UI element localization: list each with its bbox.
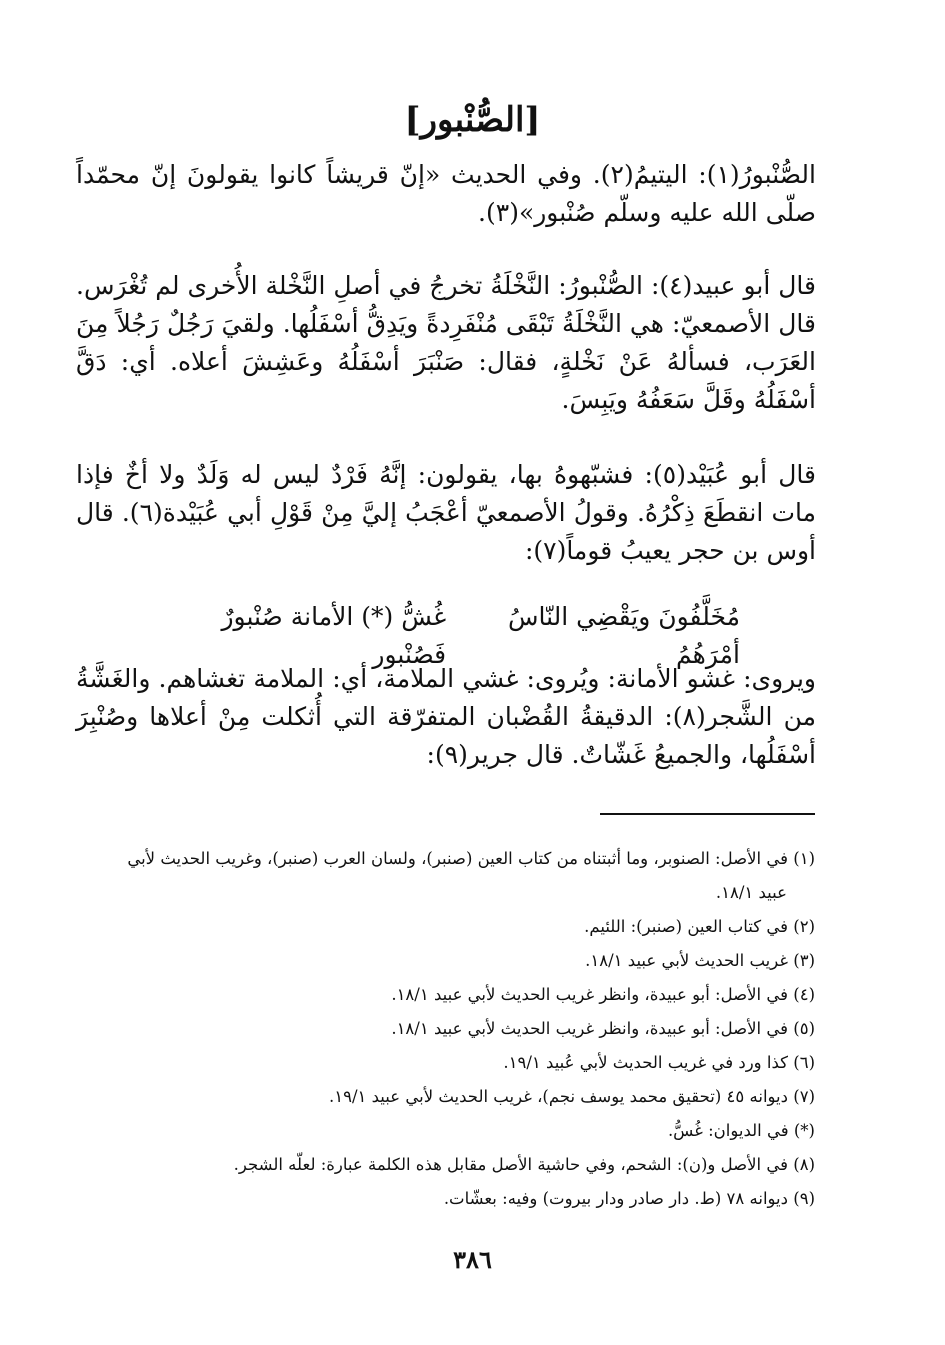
page-number: ٣٨٦ <box>453 1245 492 1274</box>
paragraph-variants: ويروى: غشو الأمانة: ويُروى: غشي الملامة، أي: الملامة تغشاهم. والغَشَّةُ من الشَّجر(٨): الدقيقةُ القُضْبان المتفرّقة التي أُثكلت مِنْ أعلاها وصُنْبِرَ أسْفَلُها، والجميعُ غَشّاتٌ. قال جرير(٩): <box>76 664 816 769</box>
entry-title: [الصُّنْبور] <box>404 100 541 140</box>
footnote-5: (٥) في الأصل: أبو عبيدة، وانظر غريب الحديث لأبي عبيد ١٨/١. <box>391 1019 815 1038</box>
footnote-4: (٤) في الأصل: أبو عبيدة، وانظر غريب الحديث لأبي عبيد ١٨/١. <box>391 985 815 1004</box>
paragraph-abu-ubaid: قال أبو عبيد(٤): الصُّنْبورُ: النَّخْلَةُ تخرجُ في أصلِ النَّخْلة الأُخرى لم تُغْرَس. قال الأصمعيّ: هي النَّخْلَةُ تَبْقَى مُنْفَرِدةً ويَدِقُّ أسْفَلُها. ولقيَ رَجُلٌ رَجُلاً مِنَ العَرَب، فسألهُ عَنْ نَخْلةٍ، فقال: صَنْبَرَ أسْفَلُهُ وعَشِشَ أعلاه. أي: دَقَّ أسْفَلُهُ وقَلَّ سَعَفُهُ ويَبِسَ. <box>76 271 817 414</box>
footnote-1: (١) في الأصل: الصنوبر، وما أثبتناه من كتاب العين (صنبر)، ولسان العرب (صنبر)، وغريب الحديث لأبي <box>127 849 815 868</box>
footnote-1-continued: عبيد ١٨/١. <box>715 883 787 902</box>
paragraph-abu-ubayd: قال أبو عُبَيْد(٥): فشبّهوهُ بها، يقولون: إنَّهُ فَرْدٌ ليس له وَلَدٌ ولا أخٌ فإذا مات انقطَعَ ذِكْرُهُ. وقولُ الأصمعيّ أعْجَبُ إليَّ مِنْ قَوْلِ أبي عُبَيْدة(٦). قال أوس بن حجر يعيبُ قوماً(٧): <box>76 460 817 565</box>
paragraph-definition: الصُّنْبورُ(١): اليتيمُ(٢). وفي الحديث «إنّ قريشاً كانوا يقولونَ إنّ محمّداً صلّى الله عليه وسلّم صُنْبور»(٣). <box>76 160 816 227</box>
footnote-2: (٢) في كتاب العين (صنبر): اللئيم. <box>584 917 815 936</box>
footnote-7: (٧) ديوانه ٤٥ (تحقيق محمد يوسف نجم)، غريب الحديث لأبي عبيد ١٩/١. <box>328 1087 815 1106</box>
footnote-8: (٨) في الأصل و(ن): الشحم، وفي حاشية الأصل مقابل هذه الكلمة عبارة: لعلّه الشجر. <box>233 1155 815 1174</box>
footnote-star: (*) في الديوان: غُسُّ. <box>667 1121 815 1140</box>
footnote-3: (٣) غريب الحديث لأبي عبيد ١٨/١. <box>585 951 815 970</box>
footnote-6: (٦) كذا ورد في غريب الحديث لأبي عُبيد ١٩/١. <box>503 1053 815 1072</box>
footnotes-section <box>78 842 815 1216</box>
verse-first-hemistich: مُخَلَّفُونَ ويَقْضِي النّاسُ أمْرَهُمُ <box>507 602 740 669</box>
footnote-divider <box>600 813 815 815</box>
verse-second-hemistich: غُشُّ (*) الأمانة صُنْبورٌ فَصُنْبور <box>221 602 447 669</box>
footnote-9: (٩) ديوانه ٧٨ (ط. دار صادر ودار بيروت) وفيه: بعشّات. <box>443 1189 815 1208</box>
